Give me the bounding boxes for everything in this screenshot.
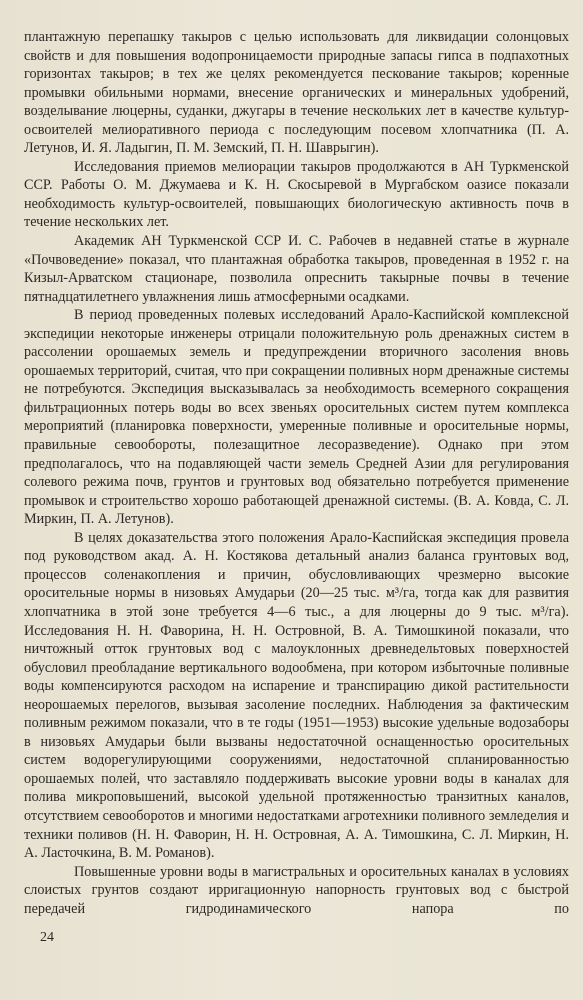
paragraph-1: плантажную перепашку такыров с целью использовать для ликвидации солонцовых свойств и для повышения водопроницаемости природные запасы гипса в подпахотных горизонтах такыров; в тех же целях рекомендуется пескование такыров; коренные промывки обильными нормами, внесение органических и минеральных удобрений, возделывание люцерны, суданки, джугары в течение нескольких лет в качестве культур-освоителей мелиоративного периода с последующим посевом хлопчатника (П. А. Летунов, И. Я. Ладыгин, П. М. Земский, П. Н. Шаврыгин). [24, 29, 569, 157]
paragraph-6: Повышенные уровни воды в магистральных и оросительных каналах в условиях слоистых грунтов создают ирригационную напорность грунтовых вод с быстрой передачей гидродинамического напора по [24, 863, 569, 917]
paragraph-5: В целях доказательства этого положения Арало-Каспийская экспедиция провела под руководством акад. А. Н. Костякова детальный анализ баланса грунтовых вод, процессов соленакопления и причин, обусловливающих чрезмерно высокие оросительные нормы в низовьях Амударьи (20—25 тыс. м³/га, тогда как для развития хлопчатника в этой зоне требуется 4—6 тыс., а для люцерны до 9 тыс. м³/га). Исследования Н. Н. Фаворина, Н. Н. Островной, В. А. Тимошкиной показали, что ничтожный отток грунтовых вод с малоуклонных древнедельтовых поверхностей обусловил преобладание вертикального водообмена, при котором избыточные поливные воды компенсируются расходом на испарение и транспирацию дикой растительности неорошаемых перелогов, вызывая засоление последних. Наблюдения за фактическим поливным режимом показали, что в те годы (1951—1953) высокие удельные водозаборы в низовьях Амударьи были вызваны недостаточной оснащенностью оросительных систем водорегулирующими сооружениями, недостаточной спланированностью орошаемых полей, что заставляло поддерживать высокие уровни воды в каналах для полива микроповышений, высокой удельной протяженностью транзитных каналов, отсутствием севооборотов и многими недостатками агротехники поливного земледелия и техники поливов (Н. Н. Фаворин, Н. Н. Островная, А. А. Тимошкина, С. Л. Миркин, Н. А. Ласточкина, В. М. Романов). [24, 529, 569, 862]
paragraph-4: В период проведенных полевых исследований Арало-Каспийской комплексной экспедиции некоторые инженеры отрицали положительную роль дренажных систем в рассолении орошаемых земель и предупреждении вторичного засоления вновь орошаемых территорий, считая, что при сокращении поливных норм дренажные системы не потребуются. Экспедиция высказывалась за необходимость всемерного сокращения фильтрационных потерь воды во всех звеньях оросительных систем путем комплекса мероприятий (планировка поверхности, умеренные поливные и оросительные нормы, правильные севообороты, полезащитное лесоразведение). Однако при этом предполагалось, что на подавляющей части земель Средней Азии для регулирования солевого режима почв, грунтов и грунтовых вод обязательно потребуется применение промывок и строительство хорошо работающей дренажной системы. (В. А. Ковда, С. Л. Миркин, П. А. Летунов). [24, 307, 569, 528]
paragraph-2: Исследования приемов мелиорации такыров продолжаются в АН Туркменской ССР. Работы О. М. Джумаева и К. Н. Скосыревой в Мургабском оазисе показали необходимость культур-освоителей, повышающих биологическую активность почв в течение нескольких лет. [24, 158, 569, 231]
paragraph-3: Академик АН Туркменской ССР И. С. Рабочев в недавней статье в журнале «Почвоведение» показал, что плантажная обработка такыров, проведенная в 1952 г. на Кизыл-Арватском стационаре, позволила опреснить такырные почвы в течение пятнадцатилетнего увлажнения лишь атмосферными осадками. [24, 233, 569, 305]
page-number: 24 [40, 930, 54, 945]
